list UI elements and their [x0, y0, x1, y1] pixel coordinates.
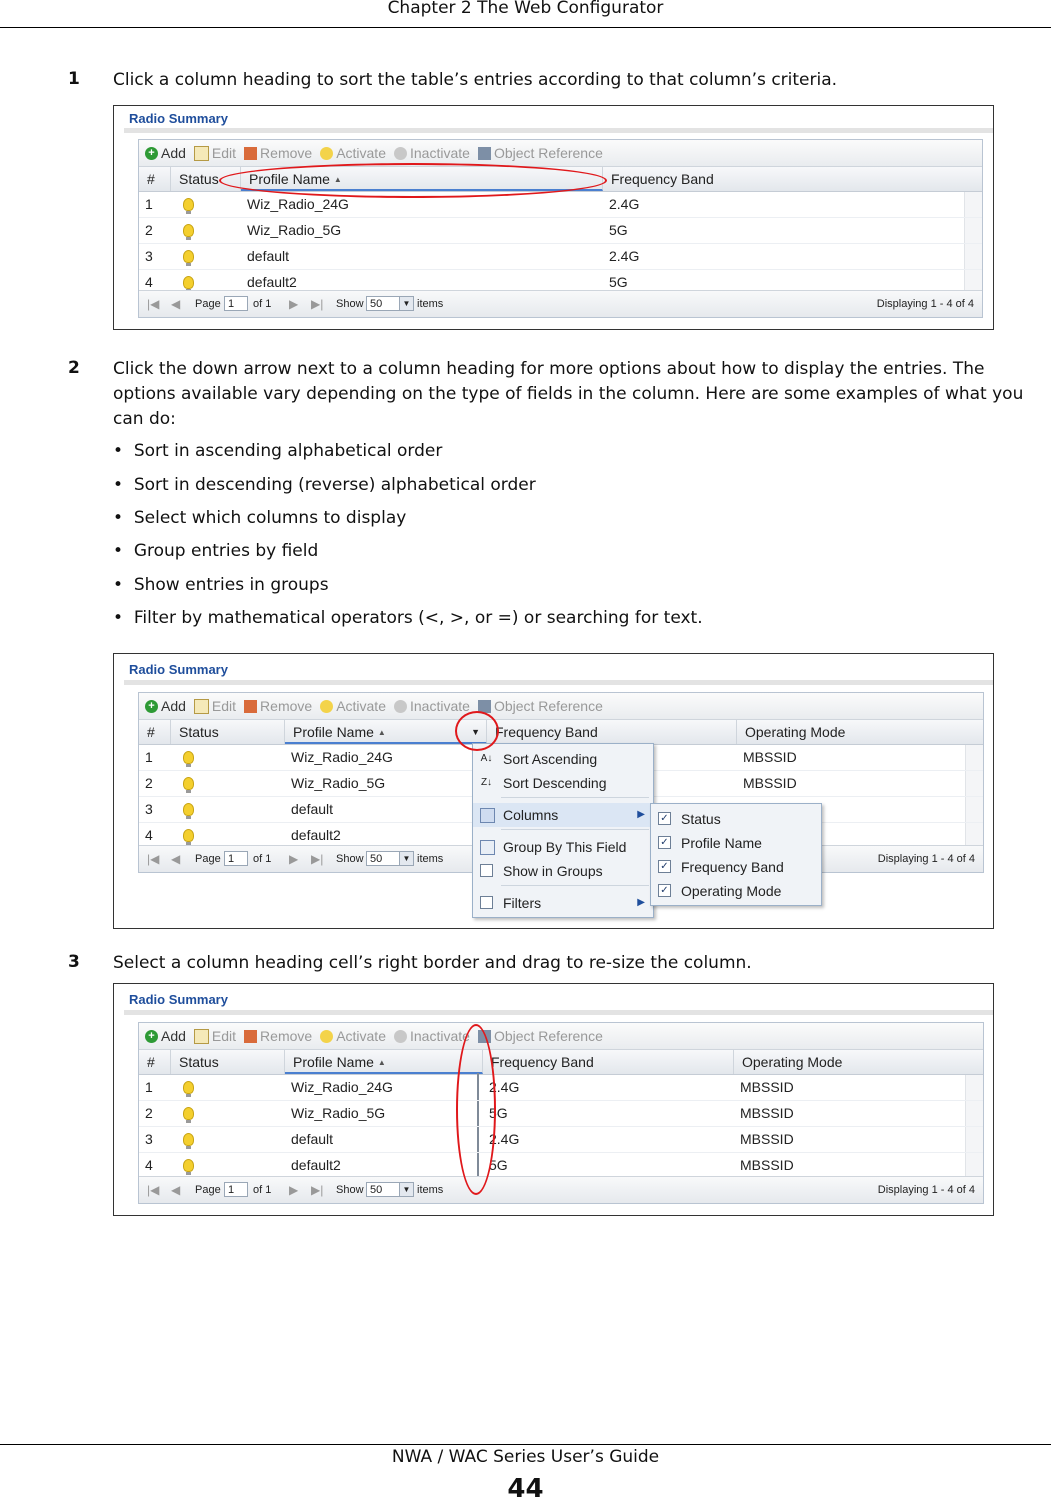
- add-button[interactable]: + Add: [145, 698, 186, 714]
- frequency-band-cell: 2.4G: [609, 248, 640, 264]
- page-size-select[interactable]: 50: [366, 1182, 400, 1197]
- operating-mode-cell: MBSSID: [743, 775, 797, 791]
- inactivate-button[interactable]: Inactivate: [394, 145, 470, 161]
- panel-title-divider: [124, 1010, 993, 1015]
- step-text: Click the down arrow next to a column heading for more options about how to display the entries. The options available vary depending on the type of fields in the column. Here are some examples of what you can do:: [113, 359, 1024, 429]
- menu-divider: [501, 829, 649, 830]
- bulb-on-icon: [183, 1081, 194, 1094]
- first-page-icon[interactable]: |◀: [147, 297, 160, 311]
- row-number: 4: [145, 1157, 153, 1173]
- bullet-item: • Filter by mathematical operators (<, >, or =) or searching for text.: [113, 608, 703, 628]
- profile-name-cell: default: [247, 248, 290, 264]
- chevron-down-icon[interactable]: ▼: [399, 851, 414, 866]
- bulb-off-icon: [394, 147, 407, 160]
- group-icon: [480, 840, 495, 855]
- profile-name-cell: Wiz_Radio_24G: [247, 196, 349, 212]
- page-number-input[interactable]: 1: [224, 296, 248, 311]
- column-header-frequency-band[interactable]: Frequency Band: [487, 720, 737, 744]
- profile-name-cell: Wiz_Radio_5G: [247, 222, 342, 238]
- column-header-number[interactable]: #: [139, 1050, 171, 1074]
- menu-divider: [501, 885, 649, 886]
- status-cell: [177, 1153, 194, 1178]
- columns-submenu: [650, 803, 822, 906]
- table-row[interactable]: [139, 1075, 983, 1101]
- object-reference-button[interactable]: Object Reference: [478, 1028, 603, 1044]
- displaying-count: Displaying 1 - 4 of 4: [876, 298, 974, 310]
- previous-page-icon[interactable]: ◀: [171, 297, 181, 311]
- submenu-arrow-icon: ▶: [637, 897, 645, 908]
- row-number: 3: [145, 801, 153, 817]
- column-toggle-operating-mode[interactable]: ✓ Operating Mode: [651, 879, 821, 903]
- bulb-on-icon: [183, 803, 194, 816]
- table-pager: [139, 290, 982, 317]
- bulb-on-icon: [183, 250, 194, 263]
- column-header-number[interactable]: #: [139, 167, 171, 191]
- column-header-profile-name[interactable]: Profile Name ▲: [241, 167, 603, 191]
- step-number: 2: [68, 358, 80, 378]
- object-reference-icon: [478, 147, 491, 160]
- add-icon: +: [145, 700, 158, 713]
- operating-mode-cell: MBSSID: [740, 1131, 794, 1147]
- displaying-count: Displaying 1 - 4 of 4: [877, 853, 975, 865]
- profile-name-cell: default2: [247, 274, 297, 290]
- edit-button[interactable]: Edit: [194, 698, 236, 714]
- page-label: Page: [195, 298, 221, 310]
- radio-summary-table: [138, 139, 983, 318]
- frequency-band-cell: 5G: [609, 222, 628, 238]
- profile-name-cell: default2: [291, 1157, 341, 1173]
- column-header-frequency-band[interactable]: Frequency Band: [483, 1050, 734, 1074]
- page-count-label: of 1: [253, 298, 272, 310]
- edit-button[interactable]: Edit: [194, 145, 236, 161]
- activate-button[interactable]: Activate: [320, 1028, 386, 1044]
- profile-name-cell: Wiz_Radio_24G: [291, 1079, 393, 1095]
- columns-icon: [480, 808, 495, 823]
- status-cell: [177, 244, 194, 269]
- bulb-on-icon: [183, 777, 194, 790]
- radio-summary-table: [138, 1022, 984, 1204]
- bullet-item: • Sort in ascending alphabetical order: [113, 441, 443, 461]
- radio-summary-screenshot-3: [113, 983, 994, 1216]
- chevron-down-icon[interactable]: ▼: [399, 296, 414, 311]
- profile-name-cell: default2: [291, 827, 341, 843]
- show-label: Show: [336, 853, 364, 865]
- status-cell: [177, 745, 194, 770]
- bulb-on-icon: [183, 1133, 194, 1146]
- page-size-select[interactable]: 50: [366, 296, 400, 311]
- column-toggle-frequency-band[interactable]: ✓ Frequency Band: [651, 855, 821, 879]
- items-label: items: [417, 853, 444, 865]
- activate-button[interactable]: Activate: [320, 145, 386, 161]
- column-header-status[interactable]: Status: [171, 167, 241, 191]
- footer-guide-title: NWA / WAC Series User’s Guide: [391, 1447, 660, 1467]
- edit-icon: [194, 699, 209, 714]
- row-number: 4: [145, 274, 153, 290]
- sort-ascending-icon: ▲: [333, 175, 342, 185]
- row-number: 1: [145, 196, 153, 212]
- first-page-icon[interactable]: |◀: [147, 1183, 160, 1197]
- frequency-band-cell: 5G: [489, 1105, 508, 1121]
- table-row[interactable]: [139, 218, 982, 244]
- chapter-header: Chapter 2 The Web Configurator: [387, 0, 664, 18]
- profile-name-cell: default: [291, 801, 334, 817]
- last-page-icon[interactable]: ▶|: [311, 297, 324, 311]
- column-header-status[interactable]: Status: [171, 720, 285, 744]
- bulb-on-icon: [183, 829, 194, 842]
- menu-item-show-in-groups[interactable]: Show in Groups: [473, 859, 653, 883]
- checkbox-checked-icon: ✓: [658, 836, 671, 849]
- profile-name-cell: Wiz_Radio_5G: [291, 775, 386, 791]
- frequency-band-cell: 2.4G: [609, 196, 640, 212]
- bulb-on-icon: [183, 276, 194, 289]
- radio-summary-screenshot-2: [113, 653, 994, 929]
- menu-item-sort-descending[interactable]: Z↓ Sort Descending: [480, 775, 607, 791]
- sort-ascending-icon: ▲: [377, 1058, 386, 1068]
- first-page-icon[interactable]: |◀: [147, 852, 160, 866]
- panel-title-divider: [124, 128, 993, 133]
- page-number-input[interactable]: 1: [224, 1182, 248, 1197]
- step-text: Select a column heading cell’s right border and drag to re-size the column.: [113, 953, 752, 973]
- status-cell: [177, 797, 194, 822]
- bulb-on-icon: [320, 1030, 333, 1043]
- bulb-on-icon: [183, 1159, 194, 1172]
- add-button[interactable]: + Add: [145, 145, 186, 161]
- operating-mode-cell: MBSSID: [740, 1105, 794, 1121]
- next-page-icon[interactable]: ▶: [289, 297, 299, 311]
- bullet-item: • Group entries by field: [113, 541, 319, 561]
- object-reference-button[interactable]: Object Reference: [478, 698, 603, 714]
- bullet-item: • Select which columns to display: [113, 508, 407, 528]
- object-reference-button[interactable]: Object Reference: [478, 145, 603, 161]
- frequency-band-cell: 5G: [489, 1157, 508, 1173]
- edit-icon: [194, 1029, 209, 1044]
- step-number: 1: [68, 69, 80, 89]
- checkbox-checked-icon: ✓: [658, 884, 671, 897]
- profile-name-cell: Wiz_Radio_5G: [291, 1105, 386, 1121]
- last-page-icon[interactable]: ▶|: [311, 1183, 324, 1197]
- bulb-on-icon: [183, 1107, 194, 1120]
- show-label: Show: [336, 298, 364, 310]
- submenu-arrow-icon: ▶: [637, 809, 645, 820]
- column-header-status[interactable]: Status: [171, 1050, 285, 1074]
- status-cell: [177, 771, 194, 796]
- bulb-off-icon: [394, 700, 407, 713]
- menu-divider: [501, 797, 649, 798]
- row-number: 2: [145, 1105, 153, 1121]
- panel-title: Radio Summary: [129, 662, 228, 677]
- trash-icon: [244, 700, 257, 713]
- row-number: 1: [145, 1079, 153, 1095]
- column-header-operating-mode[interactable]: Operating Mode: [745, 724, 846, 740]
- profile-name-cell: default: [291, 1131, 334, 1147]
- page-count-label: of 1: [253, 1184, 272, 1196]
- highlight-circle: [455, 711, 499, 751]
- row-number: 2: [145, 222, 153, 238]
- bullet-item: • Show entries in groups: [113, 575, 329, 595]
- step-text: Click a column heading to sort the table’s entries according to that column’s criteria.: [113, 70, 838, 90]
- displaying-count: Displaying 1 - 4 of 4: [877, 1184, 975, 1196]
- page-label: Page: [195, 1184, 221, 1196]
- add-icon: +: [145, 147, 158, 160]
- column-header-profile-name[interactable]: Profile Name ▲ ▼: [285, 720, 487, 744]
- edit-icon: [194, 146, 209, 161]
- table-row[interactable]: [139, 244, 982, 270]
- menu-item-group-by-field[interactable]: Group By This Field: [473, 835, 653, 859]
- profile-name-cell: Wiz_Radio_24G: [291, 749, 393, 765]
- checkbox-icon: [480, 896, 493, 909]
- table-row[interactable]: [139, 192, 982, 218]
- page-size-select[interactable]: 50: [366, 851, 400, 866]
- status-cell: [177, 192, 194, 217]
- header-rule: [0, 27, 1051, 28]
- column-toggle-status[interactable]: ✓ Status: [651, 807, 821, 831]
- checkbox-checked-icon: ✓: [658, 812, 671, 825]
- sort-ascending-icon: ▲: [377, 728, 386, 738]
- next-page-icon[interactable]: ▶: [289, 1183, 299, 1197]
- table-toolbar: [139, 693, 983, 720]
- bulb-on-icon: [320, 700, 333, 713]
- table-toolbar: [139, 140, 982, 167]
- panel-title: Radio Summary: [129, 111, 228, 126]
- highlight-ellipse: [456, 1024, 496, 1195]
- menu-item-filters[interactable]: Filters ▶: [473, 891, 653, 915]
- panel-title: Radio Summary: [129, 992, 228, 1007]
- footer-rule: [0, 1444, 1051, 1445]
- chevron-down-icon[interactable]: ▼: [399, 1182, 414, 1197]
- checkbox-checked-icon: ✓: [658, 860, 671, 873]
- items-label: items: [417, 298, 444, 310]
- status-cell: [177, 218, 194, 243]
- frequency-band-cell: 5G: [609, 274, 628, 290]
- column-header-operating-mode[interactable]: Operating Mode: [742, 1054, 843, 1070]
- remove-button[interactable]: Remove: [244, 698, 312, 714]
- column-header-frequency-band[interactable]: Frequency Band: [611, 171, 714, 187]
- items-label: items: [417, 1184, 444, 1196]
- row-number: 3: [145, 248, 153, 264]
- frequency-band-cell: 2.4G: [489, 1079, 520, 1095]
- operating-mode-cell: MBSSID: [740, 1079, 794, 1095]
- show-label: Show: [336, 1184, 364, 1196]
- row-number: 4: [145, 827, 153, 843]
- bulb-on-icon: [183, 751, 194, 764]
- bullet-item: • Sort in descending (reverse) alphabetical order: [113, 475, 536, 495]
- table-header: [139, 720, 983, 745]
- sort-descending-icon: Z↓: [480, 777, 493, 788]
- bulb-on-icon: [183, 224, 194, 237]
- step-number: 3: [68, 952, 80, 972]
- remove-button[interactable]: Remove: [244, 1028, 312, 1044]
- sort-ascending-icon: A↓: [480, 753, 493, 764]
- previous-page-icon[interactable]: ◀: [171, 1183, 181, 1197]
- table-header: [139, 1050, 983, 1075]
- row-number: 2: [145, 775, 153, 791]
- frequency-band-cell: 2.4G: [489, 1131, 520, 1147]
- column-toggle-profile-name[interactable]: ✓ Profile Name: [651, 831, 821, 855]
- panel-title-divider: [124, 680, 993, 685]
- add-button[interactable]: + Add: [145, 1028, 186, 1044]
- edit-button[interactable]: Edit: [194, 1028, 236, 1044]
- status-cell: [177, 1127, 194, 1152]
- trash-icon: [244, 147, 257, 160]
- page-number: 44: [507, 1474, 544, 1504]
- remove-button[interactable]: Remove: [244, 145, 312, 161]
- row-number: 1: [145, 749, 153, 765]
- menu-item-columns[interactable]: Columns ▶: [473, 803, 653, 827]
- bulb-on-icon: [320, 147, 333, 160]
- page-label: Page: [195, 853, 221, 865]
- last-page-icon[interactable]: ▶|: [311, 852, 324, 866]
- previous-page-icon[interactable]: ◀: [171, 852, 181, 866]
- radio-summary-screenshot-1: [113, 105, 994, 330]
- status-cell: [177, 1101, 194, 1126]
- bulb-off-icon: [394, 1030, 407, 1043]
- page-count-label: of 1: [253, 853, 272, 865]
- table-pager: [139, 1176, 983, 1203]
- bulb-on-icon: [183, 198, 194, 211]
- column-header-number[interactable]: #: [139, 720, 171, 744]
- table-toolbar: [139, 1023, 983, 1050]
- menu-item-sort-ascending[interactable]: A↓ Sort Ascending: [480, 751, 598, 767]
- column-menu: [472, 743, 654, 918]
- highlight-ellipse: [219, 163, 607, 198]
- row-number: 3: [145, 1131, 153, 1147]
- next-page-icon[interactable]: ▶: [289, 852, 299, 866]
- column-menu-trigger-icon[interactable]: ▼: [471, 727, 480, 737]
- trash-icon: [244, 1030, 257, 1043]
- add-icon: +: [145, 1030, 158, 1043]
- activate-button[interactable]: Activate: [320, 698, 386, 714]
- inactivate-button[interactable]: Inactivate: [394, 1028, 470, 1044]
- page-number-input[interactable]: 1: [224, 851, 248, 866]
- operating-mode-cell: MBSSID: [743, 749, 797, 765]
- table-row[interactable]: [139, 1127, 983, 1153]
- table-row[interactable]: [139, 1101, 983, 1127]
- status-cell: [177, 1075, 194, 1100]
- checkbox-icon: [480, 864, 493, 877]
- inactivate-button[interactable]: Inactivate: [394, 698, 470, 714]
- column-header-profile-name[interactable]: Profile Name ▲: [285, 1050, 483, 1074]
- operating-mode-cell: MBSSID: [740, 1157, 794, 1173]
